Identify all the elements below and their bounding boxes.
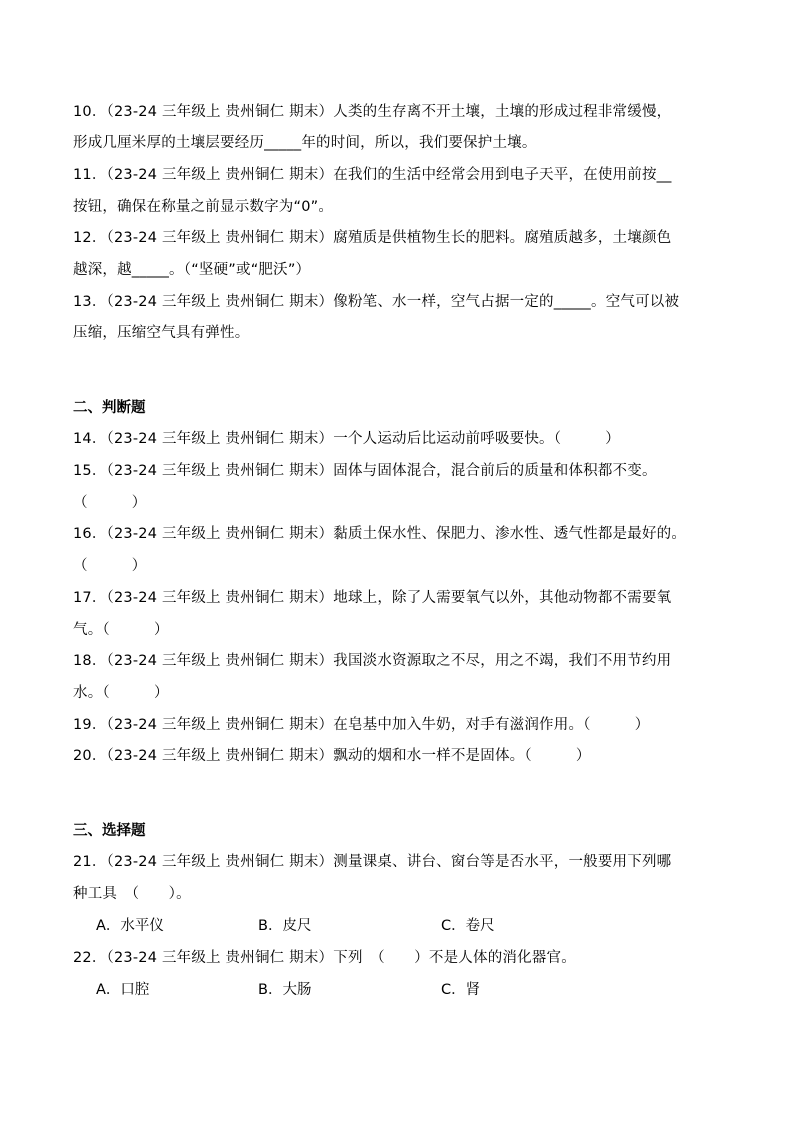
q11-line1: 11．（23-24 三年级上 贵州铜仁 期末）在我们的生活中经常会用到电子天平，在使用前按__ xyxy=(73,167,672,183)
q17-line1: 17．（23-24 三年级上 贵州铜仁 期末）地球上，除了人需要氧气以外，其他动物都不需要氧 xyxy=(73,590,672,606)
q12-line2: 越深，越_____。（“坚硬”或“肥沃”） xyxy=(73,262,311,278)
q13-line1: 13．（23-24 三年级上 贵州铜仁 期末）像粉笔、水一样，空气占据一定的_____。空气可以被 xyxy=(73,294,680,310)
q12-line1: 12．（23-24 三年级上 贵州铜仁 期末）腐殖质是供植物生长的肥料。腐殖质越多，土壤颜色 xyxy=(73,230,672,246)
q20-line: 20．（23-24 三年级上 贵州铜仁 期末）飘动的烟和水一样不是固体。（ ） xyxy=(73,748,591,764)
q18-line2: 水。（ ） xyxy=(73,685,169,701)
q15-line1: 15．（23-24 三年级上 贵州铜仁 期末）固体与固体混合，混合前后的质量和体积都不变。 xyxy=(73,463,657,479)
q15-line2: （ ） xyxy=(73,495,147,511)
q10-line2: 形成几厘米厚的土壤层要经历_____年的时间，所以，我们要保护土壤。 xyxy=(73,135,537,151)
q19-line: 19．（23-24 三年级上 贵州铜仁 期末）在皂基中加入牛奶，对手有滋润作用。（ ） xyxy=(73,717,650,733)
q22-option-a: A．口腔 xyxy=(96,982,150,998)
q16-line2: （ ） xyxy=(73,558,147,574)
q22-line1: 22．（23-24 三年级上 贵州铜仁 期末）下列 （ ）不是人体的消化器官。 xyxy=(73,950,576,966)
q22-option-c: C．肾 xyxy=(441,982,481,998)
q17-line2: 气。（ ） xyxy=(73,622,169,638)
q16-line1: 16．（23-24 三年级上 贵州铜仁 期末）黏质土保水性、保肥力、渗水性、透气性都是最好的。 xyxy=(73,526,687,542)
section-heading-choice: 三、选择题 xyxy=(73,823,146,839)
q22-option-b: B．大肠 xyxy=(258,982,312,998)
q18-line1: 18．（23-24 三年级上 贵州铜仁 期末）我国淡水资源取之不尽，用之不竭，我们不用节约用 xyxy=(73,653,672,669)
q11-line2: 按钮，确保在称量之前显示数字为“0”。 xyxy=(73,199,334,215)
q13-line2: 压缩，压缩空气具有弹性。 xyxy=(73,325,250,341)
q10-line1: 10．（23-24 三年级上 贵州铜仁 期末）人类的生存离不开土壤，土壤的形成过程非常缓慢， xyxy=(73,104,672,120)
q14-line: 14．（23-24 三年级上 贵州铜仁 期末）一个人运动后比运动前呼吸要快。（ ） xyxy=(73,431,621,447)
q21-line1: 21．（23-24 三年级上 贵州铜仁 期末）测量课桌、讲台、窗台等是否水平，一般要用下列哪 xyxy=(73,854,672,870)
section-heading-judge: 二、判断题 xyxy=(73,400,146,416)
q21-option-a: A．水平仪 xyxy=(96,918,164,934)
q21-line2: 种工具 （ ）。 xyxy=(73,886,191,902)
q21-option-c: C．卷尺 xyxy=(441,918,495,934)
q21-option-b: B．皮尺 xyxy=(258,918,312,934)
